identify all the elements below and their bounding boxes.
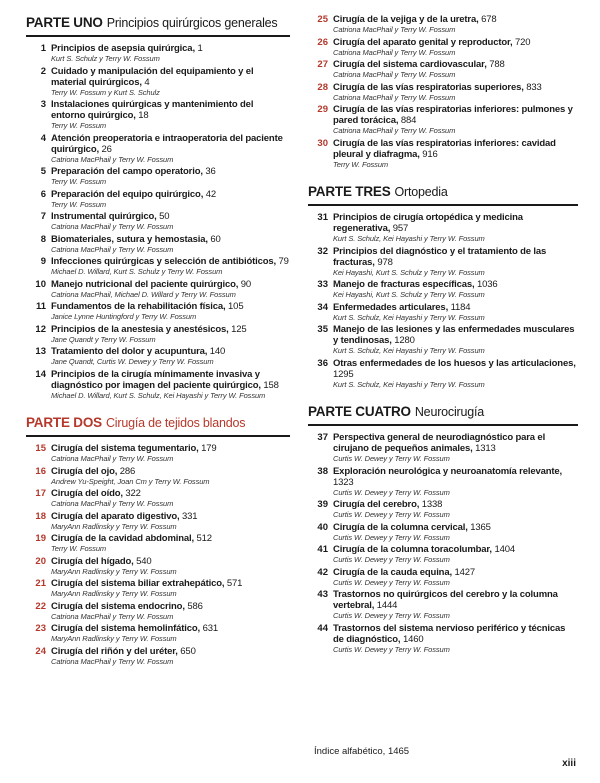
chapter-authors: Terry W. Fossum xyxy=(51,199,107,209)
part-label: PARTE DOS xyxy=(26,415,102,430)
chapter-title: Cirugía de la columna cervical, xyxy=(333,521,468,533)
chapter-title-line xyxy=(51,488,290,499)
toc-entry xyxy=(308,138,578,170)
chapter-authors: MaryAnn Radlinsky y Terry W. Fossum xyxy=(51,521,177,531)
chapter-number: 2 xyxy=(40,65,46,77)
chapter-title-line xyxy=(51,211,290,222)
chapter-authors: Curtis W. Dewey y Terry W. Fossum xyxy=(333,611,450,620)
chapter-page: 42 xyxy=(205,188,216,200)
chapter-title-line xyxy=(333,279,578,290)
toc-entry xyxy=(26,211,290,232)
chapter-title-line xyxy=(333,37,578,48)
chapter-title: Cirugía del riñón y del uréter, xyxy=(51,645,178,657)
chapter-title-line xyxy=(51,601,290,612)
chapter-title-line xyxy=(51,99,290,121)
chapter-number: 28 xyxy=(317,81,328,93)
chapter-authors: Catriona MacPhail y Terry W. Fossum xyxy=(333,25,456,34)
part-entries xyxy=(26,443,290,666)
toc-entry xyxy=(26,623,290,644)
chapter-page: 512 xyxy=(196,533,212,544)
chapter-title: Cirugía del hígado, xyxy=(51,555,134,567)
toc-entry xyxy=(26,511,290,532)
chapter-title: Cirugía del sistema biliar extrahepático, xyxy=(51,578,225,589)
chapter-title-line xyxy=(51,189,290,200)
toc-entry xyxy=(26,279,290,300)
chapter-title: Cirugía de la vejiga y de la uretra, xyxy=(333,14,479,25)
chapter-page: 1036 xyxy=(476,279,498,290)
toc-entry xyxy=(26,324,290,345)
chapter-authors: Curtis W. Dewey y Terry W. Fossum xyxy=(333,555,450,564)
chapter-authors: Catriona MacPhail y Terry W. Fossum xyxy=(51,656,174,666)
chapter-page: 140 xyxy=(209,346,226,357)
chapter-number: 3 xyxy=(40,99,46,110)
toc-entry xyxy=(308,59,578,80)
chapter-number: 34 xyxy=(317,301,328,313)
chapter-number: 9 xyxy=(40,256,46,267)
chapter-authors: Catriona MacPhail y Terry W. Fossum xyxy=(333,126,456,135)
chapter-page: 79 xyxy=(278,256,289,267)
chapter-page: 1338 xyxy=(421,499,443,510)
chapter-title: Cirugía del sistema hemolinfático, xyxy=(51,623,201,634)
chapter-page: 26 xyxy=(101,143,112,155)
toc-entry xyxy=(26,556,290,577)
chapter-title-line xyxy=(51,578,290,589)
chapter-title-line xyxy=(333,589,578,611)
chapter-title: Biomateriales, sutura y hemostasia, xyxy=(51,233,208,245)
part-title: Cirugía de tejidos blandos xyxy=(105,416,246,430)
chapter-number: 18 xyxy=(35,510,46,522)
toc-entry xyxy=(26,133,290,165)
toc-entry xyxy=(308,246,578,278)
part-label: PARTE TRES xyxy=(308,184,391,199)
left-column xyxy=(26,14,290,668)
toc-entry xyxy=(308,358,578,390)
chapter-title: Cirugía del sistema tegumentario, xyxy=(51,443,199,454)
chapter-authors: Terry W. Fossum y Kurt S. Schulz xyxy=(51,87,160,97)
toc-entry xyxy=(308,522,578,543)
part-entries xyxy=(26,43,290,400)
chapter-authors: Kurt S. Schulz, Kei Hayashi y Terry W. Fossum xyxy=(333,379,485,389)
chapter-page: 125 xyxy=(231,323,247,335)
toc-entry xyxy=(308,432,578,464)
toc-entry xyxy=(308,82,578,103)
right-column xyxy=(308,14,578,656)
toc-entry xyxy=(308,589,578,621)
part-entries xyxy=(308,14,578,169)
chapter-page: 1313 xyxy=(475,443,496,454)
toc-entry xyxy=(26,256,290,277)
chapter-title: Cirugía del aparato genital y reproductor, xyxy=(333,36,513,48)
chapter-page: 36 xyxy=(205,166,216,177)
chapter-title-line xyxy=(333,358,578,380)
chapter-number: 21 xyxy=(35,578,46,589)
chapter-page: 1280 xyxy=(394,335,415,346)
chapter-number: 14 xyxy=(35,368,46,380)
chapter-number: 22 xyxy=(35,600,46,612)
chapter-title: Preparación del equipo quirúrgico, xyxy=(51,188,204,200)
chapter-title: Cirugía del cerebro, xyxy=(333,499,420,510)
chapter-title-line xyxy=(333,522,578,533)
chapter-title: Cirugía de la columna toracolumbar, xyxy=(333,544,492,555)
chapter-title: Cirugía de la cauda equina, xyxy=(333,566,452,578)
chapter-page: 179 xyxy=(201,443,217,454)
chapter-number: 26 xyxy=(317,36,328,48)
toc-entry xyxy=(308,623,578,655)
chapter-authors: Kei Hayashi, Kurt S. Schulz y Terry W. Fossum xyxy=(333,267,485,277)
chapter-authors: Michael D. Willard, Kurt S. Schulz, Kei Hayashi y Terry W. Fossum xyxy=(51,390,266,400)
chapter-page: 1 xyxy=(197,43,203,54)
toc-entry xyxy=(26,443,290,464)
chapter-title-line xyxy=(51,133,290,155)
chapter-page: 1427 xyxy=(454,566,476,578)
chapter-page: 18 xyxy=(138,110,149,121)
toc-entry xyxy=(26,488,290,509)
chapter-title: Manejo de fracturas específicas, xyxy=(333,279,475,290)
chapter-number: 30 xyxy=(317,137,328,149)
chapter-page: 540 xyxy=(136,555,152,567)
chapter-authors: Michael D. Willard, Kurt S. Schulz y Terry W. Fossum xyxy=(51,267,223,276)
chapter-number: 39 xyxy=(317,499,328,510)
part-header-uno xyxy=(26,14,290,37)
chapter-number: 32 xyxy=(317,245,328,257)
chapter-page: 60 xyxy=(210,233,221,245)
chapter-authors: Curtis W. Dewey y Terry W. Fossum xyxy=(333,644,450,654)
chapter-authors: Janice Lynne Huntingford y Terry W. Fossum xyxy=(51,312,197,321)
chapter-title: Trastornos no quirúrgicos del cerebro y la columna vertebral, xyxy=(333,589,558,611)
chapter-number: 24 xyxy=(35,645,46,657)
chapter-page: 1323 xyxy=(333,476,354,488)
chapter-authors: Kurt S. Schulz, Kei Hayashi y Terry W. Fossum xyxy=(333,312,485,322)
chapter-title: Cirugía de las vías respiratorias inferiores: cavidad pleural y diafragma, xyxy=(333,137,556,160)
chapter-number: 17 xyxy=(35,488,46,499)
chapter-authors: Catriona MacPhail y Terry W. Fossum xyxy=(51,499,174,508)
chapter-authors: Catriona MacPhail y Terry W. Fossum xyxy=(51,244,174,254)
toc-entry xyxy=(308,104,578,136)
chapter-title: Preparación del campo operatorio, xyxy=(51,166,203,177)
chapter-title-line xyxy=(333,499,578,510)
chapter-number: 36 xyxy=(317,357,328,369)
chapter-number: 4 xyxy=(40,132,46,144)
chapter-title-line xyxy=(333,432,578,454)
part-label: PARTE UNO xyxy=(26,15,103,30)
chapter-page: 1460 xyxy=(402,633,424,645)
chapter-title: Trastornos del sistema nervioso periférico y técnicas de diagnóstico, xyxy=(333,622,566,645)
chapter-title-line xyxy=(51,556,290,567)
chapter-authors: Catriona MacPhail, Michael D. Willard y Terry W. Fossum xyxy=(51,289,236,299)
chapter-number: 1 xyxy=(40,43,46,54)
chapter-title: Perspectiva general de neurodiagnóstico para el cirujano de pequeños animales, xyxy=(333,432,546,454)
toc-entry xyxy=(308,466,578,498)
index-page: 1465 xyxy=(387,746,410,757)
chapter-authors: Andrew Yu-Speight, Joan Cm y Terry W. Fossum xyxy=(51,476,210,486)
chapter-page: 1365 xyxy=(470,521,491,533)
toc-entry xyxy=(308,212,578,244)
chapter-number: 35 xyxy=(317,324,328,335)
chapter-page: 720 xyxy=(515,36,531,48)
chapter-number: 33 xyxy=(317,279,328,290)
chapter-authors: Catriona MacPhail y Terry W. Fossum xyxy=(51,154,174,164)
chapter-title-line xyxy=(51,256,290,267)
chapter-number: 38 xyxy=(317,465,328,477)
chapter-page: 158 xyxy=(263,379,279,391)
chapter-title: Principios de la cirugía mínimamente invasiva y diagnóstico por imagen del paciente quirúrgico, xyxy=(51,368,261,391)
chapter-number: 6 xyxy=(40,188,46,200)
chapter-title: Cirugía del sistema endocrino, xyxy=(51,600,185,612)
toc-entry xyxy=(26,533,290,554)
chapter-title-line xyxy=(333,302,578,313)
chapter-page: 571 xyxy=(226,578,243,589)
chapter-authors: Curtis W. Dewey y Terry W. Fossum xyxy=(333,454,450,463)
chapter-authors: Catriona MacPhail y Terry W. Fossum xyxy=(51,222,174,231)
chapter-page: 322 xyxy=(125,488,141,499)
chapter-page: 586 xyxy=(187,600,203,612)
chapter-title-line xyxy=(333,544,578,555)
toc-entry xyxy=(26,43,290,64)
chapter-title: Cirugía del oído, xyxy=(51,488,123,499)
chapter-title-line xyxy=(51,301,290,312)
chapter-number: 43 xyxy=(317,589,328,600)
chapter-title: Instalaciones quirúrgicas y mantenimiento del entorno quirúrgico, xyxy=(51,99,254,121)
chapter-page: 90 xyxy=(240,278,252,290)
chapter-title: Enfermedades articulares, xyxy=(333,301,449,313)
chapter-authors: Catriona MacPhail y Terry W. Fossum xyxy=(333,92,456,102)
chapter-title: Principios del diagnóstico y el tratamiento de las fracturas, xyxy=(333,245,547,268)
chapter-number: 23 xyxy=(35,623,46,634)
chapter-page: 916 xyxy=(422,148,438,160)
chapter-title: Infecciones quirúrgicas y selección de antibióticos, xyxy=(51,256,277,267)
chapter-page: 1444 xyxy=(376,600,398,611)
chapter-title: Tratamiento del dolor y acupuntura, xyxy=(51,346,208,357)
chapter-page: 1404 xyxy=(494,544,515,555)
chapter-title: Cirugía del ojo, xyxy=(51,465,118,477)
toc-entry xyxy=(308,324,578,356)
part-title: Neurocirugía xyxy=(414,405,485,419)
chapter-number: 44 xyxy=(317,622,328,634)
chapter-title: Cuidado y manipulación del equipamiento y el material quirúrgicos, xyxy=(51,65,254,88)
chapter-title-line xyxy=(333,138,578,160)
chapter-authors: Curtis W. Dewey y Terry W. Fossum xyxy=(333,487,450,497)
chapter-title-line xyxy=(51,533,290,544)
part-title: Principios quirúrgicos generales xyxy=(106,16,278,30)
chapter-authors: Catriona MacPhail y Terry W. Fossum xyxy=(51,611,174,621)
chapter-title-line xyxy=(51,346,290,357)
chapter-page: 4 xyxy=(144,76,150,88)
chapter-title-line xyxy=(51,466,290,477)
chapter-number: 11 xyxy=(35,301,46,312)
chapter-number: 37 xyxy=(317,432,328,443)
toc-entry xyxy=(26,301,290,322)
chapter-number: 10 xyxy=(35,278,46,290)
chapter-authors: Curtis W. Dewey y Terry W. Fossum xyxy=(333,577,450,587)
chapter-authors: Catriona MacPhail y Terry W. Fossum xyxy=(333,47,456,57)
chapter-page: 331 xyxy=(182,510,198,522)
part-header-dos xyxy=(26,414,290,437)
toc-entry xyxy=(308,544,578,565)
toc-entry xyxy=(308,567,578,588)
chapter-authors: Kurt S. Schulz, Kei Hayashi y Terry W. Fossum xyxy=(333,234,485,243)
part-title: Ortopedia xyxy=(394,185,448,199)
chapter-authors: Kei Hayashi, Kurt S. Schulz y Terry W. Fossum xyxy=(333,290,485,299)
chapter-title: Exploración neurológica y neuroanatomía relevante, xyxy=(333,465,563,477)
chapter-number: 16 xyxy=(35,465,46,477)
chapter-number: 15 xyxy=(35,443,46,454)
chapter-page: 105 xyxy=(228,301,244,312)
chapter-page: 650 xyxy=(180,645,196,657)
chapter-title: Cirugía del sistema cardiovascular, xyxy=(333,59,487,70)
chapter-number: 31 xyxy=(317,212,328,223)
toc-entry xyxy=(26,99,290,131)
chapter-number: 29 xyxy=(317,104,328,115)
chapter-title: Otras enfermedades de los huesos y las articulaciones, xyxy=(333,357,576,369)
chapter-page: 1184 xyxy=(450,301,471,313)
toc-entry xyxy=(26,646,290,667)
index-entry xyxy=(314,746,409,757)
chapter-title-line xyxy=(333,14,578,25)
toc-entry xyxy=(26,369,290,401)
chapter-title: Manejo de las lesiones y las enfermedades musculares y tendinosas, xyxy=(333,324,575,346)
chapter-title: Principios de asepsia quirúrgica, xyxy=(51,43,195,54)
toc-entry xyxy=(26,189,290,210)
toc-entry xyxy=(308,37,578,58)
chapter-authors: Curtis W. Dewey y Terry W. Fossum xyxy=(333,510,450,519)
chapter-title-line xyxy=(51,369,290,391)
chapter-title-line xyxy=(51,324,290,335)
chapter-title: Fundamentos de la rehabilitación física, xyxy=(51,301,226,312)
chapter-page: 678 xyxy=(481,14,497,25)
chapter-authors: Jane Quandt y Terry W. Fossum xyxy=(51,334,156,344)
chapter-number: 41 xyxy=(317,544,328,555)
chapter-title-line xyxy=(51,279,290,290)
toc-entry xyxy=(26,346,290,367)
chapter-title-line xyxy=(51,166,290,177)
chapter-page: 884 xyxy=(400,115,417,126)
chapter-authors: Terry W. Fossum xyxy=(51,544,107,553)
index-label: Índice alfabético, xyxy=(314,746,386,757)
chapter-title-line xyxy=(51,234,290,245)
part-label: PARTE CUATRO xyxy=(308,404,411,419)
chapter-authors: MaryAnn Radlinsky y Terry W. Fossum xyxy=(51,634,177,643)
chapter-authors: MaryAnn Radlinsky y Terry W. Fossum xyxy=(51,589,177,598)
toc-entry xyxy=(26,66,290,98)
part-header-tres xyxy=(308,183,578,206)
chapter-number: 19 xyxy=(35,533,46,544)
chapter-authors: Kurt S. Schulz y Terry W. Fossum xyxy=(51,54,160,63)
toc-entry xyxy=(26,234,290,255)
chapter-page: 631 xyxy=(202,623,218,634)
chapter-authors: Kurt S. Schulz, Kei Hayashi y Terry W. Fossum xyxy=(333,346,485,355)
chapter-title-line xyxy=(51,623,290,634)
chapter-number: 12 xyxy=(35,323,46,335)
toc-entry xyxy=(26,166,290,187)
chapter-authors: Curtis W. Dewey y Terry W. Fossum xyxy=(333,532,450,542)
chapter-authors: Catriona MacPhail y Terry W. Fossum xyxy=(333,70,456,79)
chapter-authors: Jane Quandt, Curtis W. Dewey y Terry W. Fossum xyxy=(51,357,214,366)
chapter-title-line xyxy=(333,212,578,234)
toc-entry xyxy=(26,578,290,599)
toc-entry xyxy=(308,14,578,35)
chapter-page: 50 xyxy=(159,211,170,222)
part-entries xyxy=(308,212,578,389)
part-header-cuatro xyxy=(308,403,578,426)
chapter-title-line xyxy=(333,59,578,70)
chapter-title-line xyxy=(333,246,578,268)
chapter-title-line xyxy=(51,443,290,454)
chapter-title: Atención preoperatoria e intraoperatoria del paciente quirúrgico, xyxy=(51,132,283,155)
toc-entry xyxy=(308,499,578,520)
chapter-title: Cirugía del aparato digestivo, xyxy=(51,510,180,522)
chapter-title-line xyxy=(51,66,290,88)
chapter-title-line xyxy=(51,646,290,657)
chapter-title-line xyxy=(333,104,578,126)
chapter-title-line xyxy=(333,82,578,93)
chapter-title-line xyxy=(51,43,290,54)
toc-entry xyxy=(26,601,290,622)
toc-entry xyxy=(26,466,290,487)
chapter-number: 5 xyxy=(40,166,46,177)
chapter-number: 42 xyxy=(317,566,328,578)
chapter-title-line xyxy=(333,623,578,645)
chapter-number: 20 xyxy=(35,555,46,567)
chapter-title: Principios de cirugía ortopédica y medicina regenerativa, xyxy=(333,212,523,234)
part-entries xyxy=(308,432,578,654)
chapter-title-line xyxy=(51,511,290,522)
chapter-title: Cirugía de las vías respiratorias superiores, xyxy=(333,81,524,93)
chapter-authors: Terry W. Fossum xyxy=(51,121,107,130)
chapter-page: 1295 xyxy=(333,368,354,380)
chapter-number: 7 xyxy=(40,211,46,222)
chapter-number: 27 xyxy=(317,59,328,70)
chapter-authors: Terry W. Fossum xyxy=(333,159,389,169)
chapter-authors: MaryAnn Radlinsky y Terry W. Fossum xyxy=(51,566,177,576)
chapter-authors: Catriona MacPhail y Terry W. Fossum xyxy=(51,454,174,463)
chapter-page: 957 xyxy=(392,223,409,234)
page-folio: xiii xyxy=(562,758,576,769)
toc-entry xyxy=(308,279,578,300)
chapter-page: 788 xyxy=(489,59,505,70)
chapter-title: Principios de la anestesia y anestésicos, xyxy=(51,323,229,335)
chapter-authors: Terry W. Fossum xyxy=(51,177,107,186)
chapter-page: 286 xyxy=(119,465,136,477)
chapter-title-line xyxy=(333,324,578,346)
chapter-title: Cirugía de las vías respiratorias inferiores: pulmones y pared torácica, xyxy=(333,104,573,126)
chapter-number: 8 xyxy=(40,233,46,245)
chapter-title-line xyxy=(333,567,578,578)
chapter-title: Manejo nutricional del paciente quirúrgico, xyxy=(51,278,239,290)
chapter-page: 978 xyxy=(377,256,393,268)
chapter-number: 25 xyxy=(317,14,328,25)
chapter-title: Instrumental quirúrgico, xyxy=(51,211,157,222)
chapter-title: Cirugía de la cavidad abdominal, xyxy=(51,533,195,544)
chapter-number: 40 xyxy=(317,521,328,533)
chapter-number: 13 xyxy=(35,346,46,357)
chapter-title-line xyxy=(333,466,578,488)
toc-entry xyxy=(308,302,578,323)
chapter-page: 833 xyxy=(526,81,542,93)
